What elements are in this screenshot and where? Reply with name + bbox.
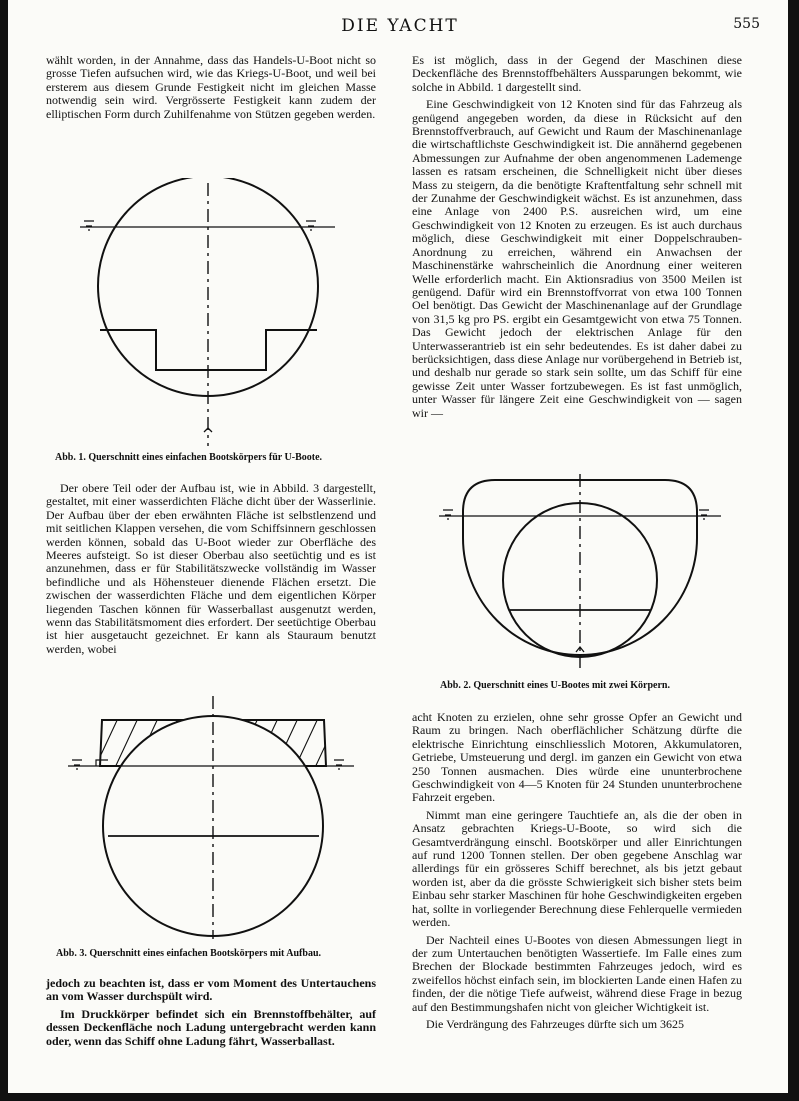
right-bottom [412, 711, 742, 1031]
left-bottom [46, 977, 376, 1048]
running-title: DIE YACHT [341, 16, 459, 36]
paragraph: wählt worden, in der Annahme, dass das Handels-U-Boot nicht so grosse Tiefen aufsuchen wird, wie das Kriegs-U-Boot, und weil bei ersterem aus diesem Grunde Festigkeit nicht im gleichen Masse notwendig sein wird. Vergrösserte Festigkeit kann zudem der elliptischen Form durch Zuhilfenahme von Stützen gegeben werden. [46, 53, 376, 121]
figure-3-cross-section [62, 694, 362, 942]
paragraph: Im Druckkörper befindet sich ein Brennstoffbehälter, auf dessen Deckenfläche noch Ladung untergebracht werden kann oder, wenn das Schiff ohne Ladung fährt, Wasserballast. [46, 1006, 376, 1048]
scan-edge-right [788, 0, 799, 1101]
figure-1-cross-section [70, 178, 350, 450]
paragraph: acht Knoten zu erzielen, ohne sehr grosse Opfer an Gewicht und Raum zu bringen. Nach oberflächlicher Schätzung dürfte die elektrische Einrichtung einschliesslich Motoren, Akkumulatoren, Getriebe, Umsteuerung und dergl. im ganzen ein Gewicht von etwa 250 Tonnen ausmachen. Dies würde eine ununterbrochene Geschwindigkeit von 4—5 Knoten für 24 Stunden ununterbrochene Fahrzeit ergeben. [412, 710, 742, 805]
paragraph: Der obere Teil oder der Aufbau ist, wie in Abbild. 3 dargestellt, gestaltet, mit einer wasserdichten Fläche dicht über der Wasserlinie. Der Aufbau über der eben erwähnten Fläche ist selbstlenzend und mit seitlichen Klappen versehen, die vom Schiffsinnern geschlossen werden können, sobald das U-Boot wieder zur Oberfläche des Meeres aufsteigt. So ist dieser Oberbau also seetüchtig und es ist anzunehmen, dass er für Stabilitätszwecke vollständig im Wasser befindliche und als Höhensteuer dienende Flächen ersetzt. Die zwischen der wasserdichten Fläche und dem eigentlichen Körper liegenden Taschen können für Wasserballast ausgenutzt werden, wenn das Stabilitätsmoment dies erfordert. Der seetüchtige Oberbau ist hier ausgetaucht gezeichnet. Er kann als Stauraum benutzt werden, wobei [46, 481, 376, 656]
scan-edge-left [0, 0, 8, 1101]
paragraph: Es ist möglich, dass in der Gegend der Maschinen diese Deckenfläche des Brennstoffbehälters Aussparungen bekommt, wie solche in Abbild. 1 dargestellt sind. [412, 53, 742, 94]
paragraph: Nimmt man eine geringere Tauchtiefe an, als die der oben in Ansatz gebrachten Kriegs-U-Boote, so wird sich die Gesamtverdrängung einschl. Bootskörper und aller Einrichtungen auf rund 1200 Tonnen stellen. Der oben gegebene Anschlag war allerdings für ein grösseres Schiff berechnet, als bis jetzt gebaut worden ist, aber da die grösste Schwierigkeit sich bisher stets beim Einbau sehr starker Maschinen für hohe Geschwindigkeiten ergeben hat, sollte in vorliegender Berechnung diese Fehlerquelle vermieden werden. [412, 807, 742, 930]
page-number: 555 [733, 16, 760, 32]
figure-3-caption: Abb. 3. Querschnitt eines einfachen Bootskörpers mit Aufbau. [56, 948, 322, 959]
left-intro [46, 54, 376, 121]
paragraph: jedoch zu beachten ist, dass er vom Moment des Untertauchens an vom Wasser durchspült wird. [46, 976, 376, 1004]
scan-edge-bottom [0, 1093, 799, 1101]
right-top [412, 54, 742, 420]
figure-2-caption: Abb. 2. Querschnitt eines U-Bootes mit zwei Körpern. [440, 680, 670, 691]
left-middle [46, 482, 376, 656]
paragraph: Eine Geschwindigkeit von 12 Knoten sind für das Fahrzeug als genügend angegeben worden, da diese in Rücksicht auf den Brennstoffverbrauch, auf Gewicht und Raum der Maschinenanlage die wirtschaftlichste Geschwindigkeit ist. Die annähernd gegebenen Abmessungen zur Aufnahme der oben angenommenen Lademenge lassen es ratsam erscheinen, die Schnelligkeit nicht über dieses Mass zu steigern, da die benötigte Kraftentfaltung sehr schnell mit der Zunahme der Geschwindigkeit wächst. Es ist anzunehmen, dass eine Anlage von 2400 P.S. ausreichen wird, um eine Geschwindigkeit von 12 Knoten zu erzeugen. Es ist auch durchaus möglich, diese Geschwindigkeit mit einer Doppelschrauben-Anordnung zu erreichen, während ein Anwachsen der Maschinenstärke wahrscheinlich die Anordnung einer weiteren Welle erforderlich macht. Ein Aktionsradius von 3500 Meilen ist genügend. Dafür wird ein Brennstoffvorrat von etwa 100 Tonnen Oel benötigt. Das Gewicht der Maschinenanlage auf der Grundlage von 31,5 kg pro PS. ergibt ein Gesamtgewicht von etwa 75 Tonnen. Das Gewicht jedoch der elektrischen Anlage für den Unterwasserantrieb ist ein sehr bedeutendes. Es ist daher dabei zu berücksichtigen, dass diese Anlage nur vorübergehend in Betrieb ist, und deshalb nur gerade so stark sein sollte, um das Schiff für eine gewisse Zeit unter Wasser fortzubewegen. Es ist fast unmöglich, unter Wasser für längere Zeit eine Geschwindigkeit von — sagen wir — [412, 97, 742, 420]
figure-2-cross-section [435, 470, 725, 675]
paragraph: Der Nachteil eines U-Bootes von diesen Abmessungen liegt in der zum Untertauchen benötigten Wassertiefe. Im Falle eines zum Brechen der Blockade bestimmten Fahrzeuges jedoch, wird es zweifellos höchst einfach sein, im blockierten Lande einen Hafen zu finden, der die nötige Tiefe aufweist, während diese Frage in bezug auf den Bestimmungshafen nicht von gleicher Wichtigkeit ist. [412, 932, 742, 1014]
paragraph: Die Verdrängung des Fahrzeuges dürfte sich um 3625 [426, 1016, 685, 1031]
figure-1-caption: Abb. 1. Querschnitt eines einfachen Bootskörpers für U-Boote. [55, 452, 323, 463]
